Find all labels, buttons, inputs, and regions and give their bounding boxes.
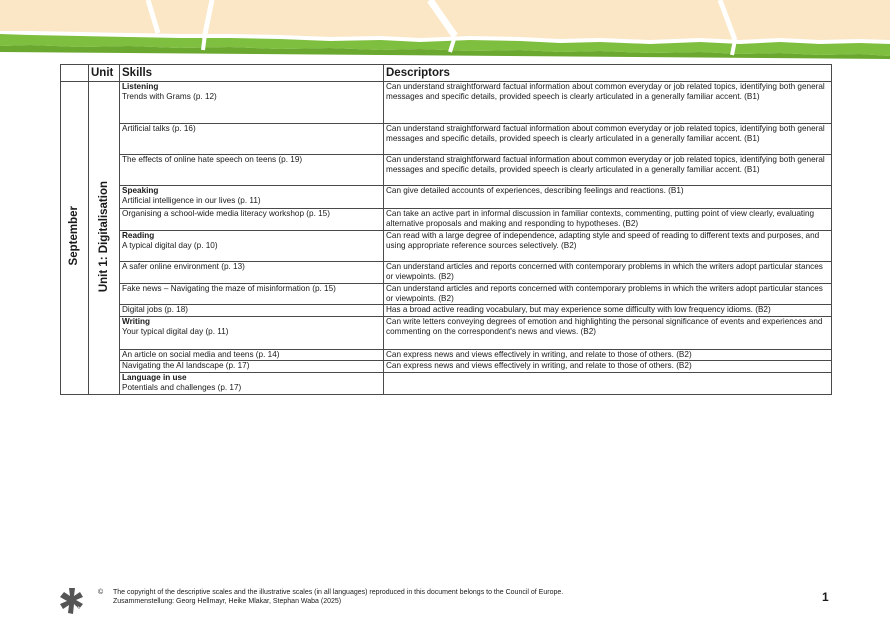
table-row: [61, 361, 832, 372]
compiled-by-line: Zusammenstellung: Georg Hellmayr, Heike Mlakar, Stephan Waba (2025): [113, 597, 342, 605]
table-row: [61, 283, 832, 305]
skills-header: Skills: [120, 65, 384, 82]
descriptor-cell: Has a broad active reading vocabulary, but may experience some difficulty with low frequency idioms. (B2): [384, 305, 832, 316]
skill-title: A safer online environment (p. 13): [122, 261, 245, 271]
descriptor-cell: Can understand articles and reports concerned with contemporary problems in which the writers adopt particular stances or viewpoints. (B2): [384, 283, 832, 305]
copyright-symbol: ©: [98, 589, 104, 596]
table-row: [61, 316, 832, 349]
skill-title: Potentials and challenges (p. 17): [122, 383, 242, 393]
descriptors-header: Descriptors: [384, 65, 832, 82]
skill-title: Artificial intelligence in our lives (p. 11): [122, 196, 261, 206]
skill-title: A typical digital day (p. 10): [122, 241, 218, 251]
table-body: [61, 82, 832, 395]
table-row: [61, 155, 832, 186]
blank-header: [61, 65, 89, 82]
month-label: September: [68, 206, 81, 266]
table-row: [61, 186, 832, 209]
skill-title: The effects of online hate speech on teens (p. 19): [122, 155, 303, 164]
table-row: [61, 230, 832, 261]
skill-title: Digital jobs (p. 18): [122, 305, 188, 315]
descriptor-cell: Can understand articles and reports concerned with contemporary problems in which the writers adopt particular stances or viewpoints. (B2): [384, 261, 832, 283]
skill-section-heading: Listening: [122, 82, 159, 91]
copyright-notice: [113, 589, 563, 606]
skill-title: Fake news – Navigating the maze of misinformation (p. 15): [122, 283, 336, 293]
svg-text:öbv: öbv: [75, 606, 84, 612]
skill-cell: [120, 361, 384, 372]
skill-cell: [120, 186, 384, 209]
skill-cell: [120, 155, 384, 186]
descriptor-cell: Can understand straightforward factual information about common everyday or job related topics, identifying both general messages and specific details, provided speech is clearly articulated in a generally familiar accent. (B1): [384, 124, 832, 155]
skill-cell: [120, 316, 384, 349]
table-header-row: [61, 65, 832, 82]
descriptor-cell: Can understand straightforward factual information about common everyday or job related topics, identifying both general messages and specific details, provided speech is clearly articulated in a generally familiar accent. (B1): [384, 82, 832, 124]
skill-title: An article on social media and teens (p. 14): [122, 349, 280, 359]
header-banner: [0, 0, 890, 62]
skill-title: Navigating the AI landscape (p. 17): [122, 361, 250, 371]
skill-cell: [120, 209, 384, 231]
descriptor-cell: Can take an active part in informal discussion in familiar contexts, commenting, putting point of view clearly, evaluating alternative proposals and making and responding to hypotheses. (B2): [384, 209, 832, 231]
table-row: [61, 372, 832, 394]
obv-logo-icon: [60, 588, 84, 614]
skill-cell: [120, 283, 384, 305]
month-cell: [61, 82, 89, 395]
table-row: [61, 124, 832, 155]
unit-header: Unit: [89, 65, 120, 82]
table-row: [61, 82, 832, 124]
table-row: [61, 261, 832, 283]
descriptor-cell: Can give detailed accounts of experiences, describing feelings and reactions. (B1): [384, 186, 832, 209]
skill-cell: [120, 124, 384, 155]
skill-title: Artificial talks (p. 16): [122, 124, 196, 133]
skill-cell: [120, 230, 384, 261]
curriculum-table: [60, 64, 832, 395]
descriptor-cell: [384, 372, 832, 394]
skill-cell: [120, 305, 384, 316]
table-row: [61, 305, 832, 316]
table-row: [61, 209, 832, 231]
skill-title: Organising a school-wide media literacy workshop (p. 15): [122, 209, 330, 218]
skill-cell: [120, 82, 384, 124]
skill-section-heading: Writing: [122, 316, 151, 326]
descriptor-cell: Can write letters conveying degrees of emotion and highlighting the personal significance of events and experiences and commenting on the correspondent's news and views. (B2): [384, 316, 832, 349]
unit-cell: [89, 82, 120, 395]
descriptor-cell: Can express news and views effectively in writing, and relate to those of others. (B2): [384, 349, 832, 360]
unit-label: Unit 1: Digitalisation: [97, 180, 110, 292]
skill-cell: [120, 372, 384, 394]
descriptor-cell: Can express news and views effectively in writing, and relate to those of others. (B2): [384, 361, 832, 372]
skill-title: Trends with Grams (p. 12): [122, 92, 217, 102]
copyright-line: The copyright of the descriptive scales and the illustrative scales (in all languages) reproduced in this document belongs to the Council of Europe.: [113, 589, 564, 596]
table-row: [61, 349, 832, 360]
descriptor-cell: Can read with a large degree of independence, adapting style and speed of reading to different texts and purposes, and using appropriate reference sources selectively. (B2): [384, 230, 832, 261]
descriptor-cell: Can understand straightforward factual information about common everyday or job related topics, identifying both general messages and specific details, provided speech is clearly articulated in a generally familiar accent. (B1): [384, 155, 832, 186]
skill-section-heading: Speaking: [122, 186, 159, 195]
skill-section-heading: Reading: [122, 230, 155, 240]
page-number: 1: [822, 590, 829, 604]
skill-section-heading: Language in use: [122, 372, 187, 382]
skill-title: Your typical digital day (p. 11): [122, 327, 229, 337]
skill-cell: [120, 349, 384, 360]
skill-cell: [120, 261, 384, 283]
